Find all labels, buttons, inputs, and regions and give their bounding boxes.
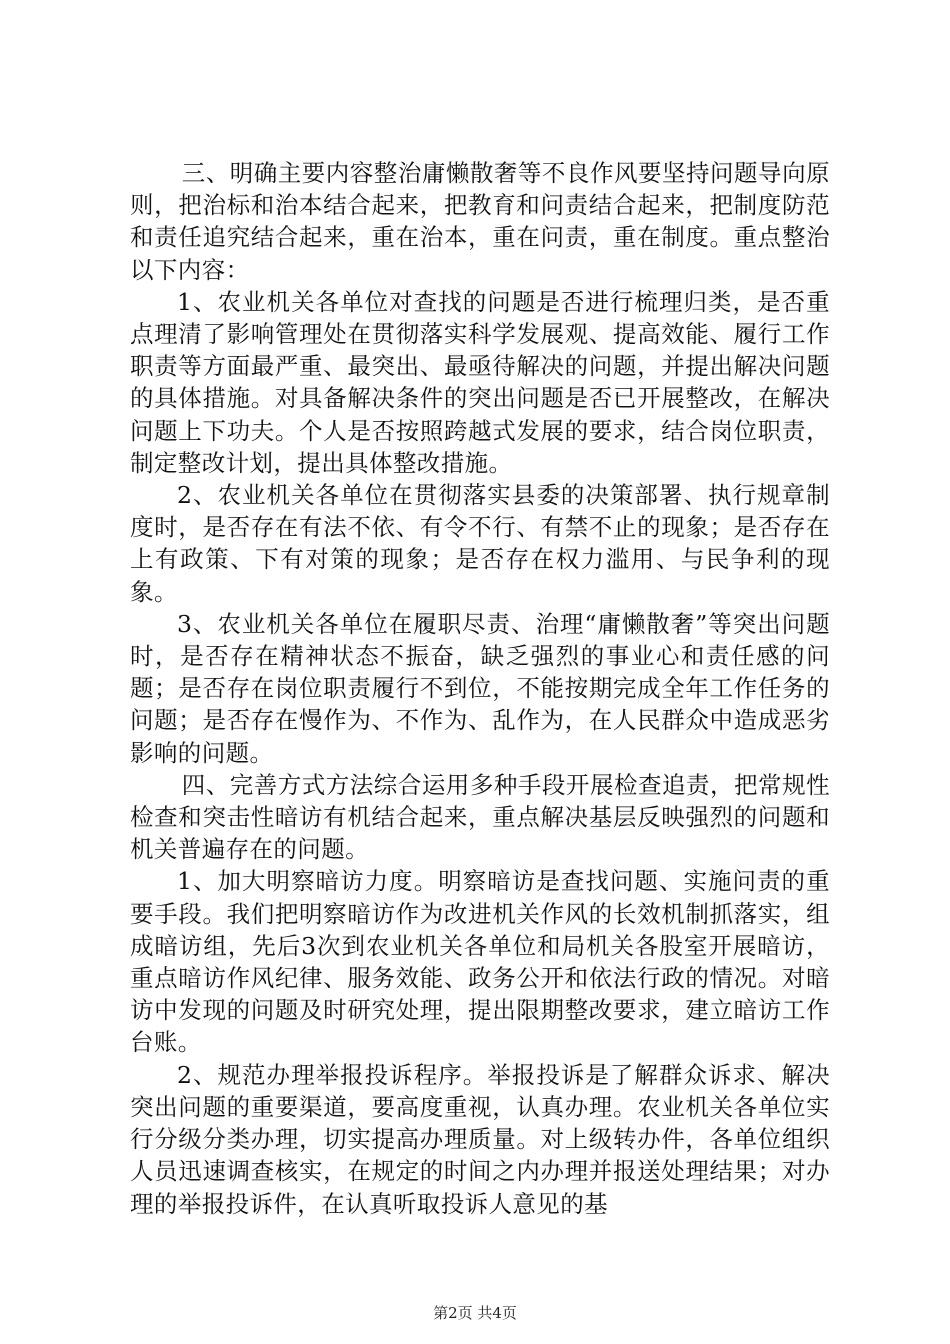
paragraph-section-three: 三、明确主要内容整治庸懒散奢等不良作风要坚持问题导向原则，把治标和治本结合起来，把教育和问责结合起来，把制度防范和责任追究结合起来，重在治本，重在问责，重在制度。重点整治以下内容： xyxy=(130,159,830,284)
paragraph-section-four: 四、完善方式方法综合运用多种手段开展检查追责，把常规性检查和突击性暗访有机结合起来，重点解决基层反映强烈的问题和机关普遍存在的问题。 xyxy=(130,770,830,864)
paragraph-item-inspection: 1、加大明察暗访力度。明察暗访是查找问题、实施问责的重要手段。我们把明察暗访作为改进机关作风的长效机制抓落实，组成暗访组，先后3次到农业机关各单位和局机关各股室开展暗访，重点暗访作风纪律、服务效能、政务公开和依法行政的情况。对暗访中发现的问题及时研究处理，提出限期整改要求，建立暗访工作台账。 xyxy=(130,867,830,1057)
paragraph-item-2: 2、农业机关各单位在贯彻落实县委的决策部署、执行规章制度时，是否存在有法不依、有令不行、有禁不止的现象；是否存在上有政策、下有对策的现象；是否存在权力滥用、与民争利的现象。 xyxy=(130,481,830,606)
document-body xyxy=(130,157,830,1220)
page-number-footer: 第2页 共4页 xyxy=(433,1304,517,1322)
paragraph-item-3: 3、农业机关各单位在履职尽责、治理“庸懒散奢”等突出问题时，是否存在精神状态不振奋，缺乏强烈的事业心和责任感的问题；是否存在岗位职责履行不到位，不能按期完成全年工作任务的问题；是否存在慢作为、不作为、乱作为，在人民群众中造成恶劣影响的问题。 xyxy=(130,609,830,767)
paragraph-item-1: 1、农业机关各单位对查找的问题是否进行梳理归类，是否重点理清了影响管理处在贯彻落实科学发展观、提高效能、履行工作职责等方面最严重、最突出、最亟待解决的问题，并提出解决问题的具体措施。对具备解决条件的突出问题是否已开展整改，在解决问题上下功夫。个人是否按照跨越式发展的要求，结合岗位职责，制定整改计划，提出具体整改措施。 xyxy=(130,287,830,477)
paragraph-item-complaints: 2、规范办理举报投诉程序。举报投诉是了解群众诉求、解决突出问题的重要渠道，要高度重视，认真办理。农业机关各单位实行分级分类办理，切实提高办理质量。对上级转办件，各单位组织人员迅速调查核实，在规定的时间之内办理并报送处理结果；对办理的举报投诉件，在认真听取投诉人意见的基 xyxy=(130,1060,830,1218)
